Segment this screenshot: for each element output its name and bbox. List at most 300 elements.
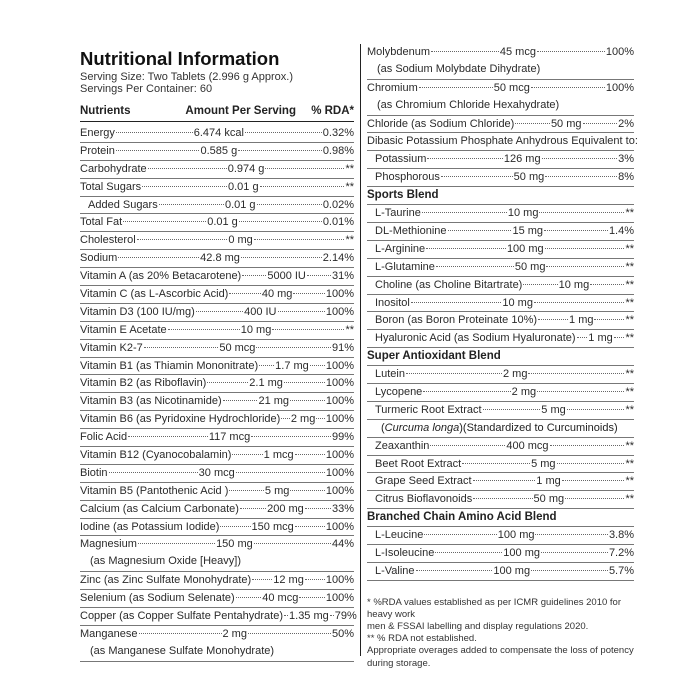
leader-dots (207, 382, 248, 383)
bcaa-heading: Branched Chain Amino Acid Blend (367, 509, 634, 527)
nutrient-name: Vitamin E Acetate (80, 323, 167, 336)
nutrient-source: (as Chromium Chloride Hexahydrate) (377, 98, 560, 111)
nutrient-amount: 40 mcg (262, 592, 299, 605)
nutrient-rda: ** (345, 180, 354, 193)
leader-dots (290, 400, 325, 401)
nutrient-amount: 5 mg (541, 403, 566, 416)
table-header (80, 101, 354, 122)
left-column (80, 44, 357, 662)
leader-dots (542, 158, 618, 159)
nutrient-rda: ** (625, 207, 634, 220)
table-row (80, 322, 354, 340)
antioxidant-list-a (367, 366, 634, 420)
nutrient-name: L-Isoleucine (375, 546, 435, 559)
nutrient-amount: 42.8 mg (200, 252, 240, 265)
leader-dots (196, 311, 243, 312)
leader-dots (116, 132, 193, 133)
nutrient-name: Phosphorous (375, 171, 440, 184)
nutrient-amount: 2.1 mg (249, 377, 283, 390)
nutrient-rda: ** (625, 314, 635, 327)
nutrient-rda: ** (625, 296, 634, 309)
nutrient-name: Vitamin C (as L-Ascorbic Acid) (80, 288, 229, 301)
nutrient-name: Chloride (as Sodium Chloride) (367, 117, 515, 130)
nutrient-amount: 1.7 mg (275, 359, 309, 372)
nutrient-amount: 150 mcg (251, 520, 294, 533)
nutrient-name: Biotin (80, 466, 108, 479)
nutrient-rda: ** (625, 493, 635, 506)
nutrient-rda: 100% (325, 395, 355, 408)
leader-dots (590, 284, 624, 285)
nutrient-amount: 5 mg (264, 484, 290, 497)
leader-dots (240, 508, 266, 509)
leader-dots (144, 347, 219, 348)
nutrient-name: L-Arginine (375, 242, 426, 255)
leader-dots (265, 168, 344, 169)
table-row (367, 80, 634, 116)
leader-dots (236, 472, 325, 473)
leader-dots (281, 418, 290, 419)
leader-dots (138, 543, 215, 544)
dibasic-heading: Dibasic Potassium Phosphate Anhydrous Equivalent to: (367, 133, 634, 151)
amount-header: Amount Per Serving (185, 105, 296, 117)
nutrient-amount: 100 mg (497, 529, 535, 542)
nutrient-rda: 0.98% (322, 144, 355, 157)
nutrient-amount: 5000 IU (267, 270, 306, 283)
nutrient-rda: 100% (325, 574, 354, 587)
table-row (80, 179, 354, 197)
nutrient-rda: ** (625, 368, 635, 381)
nutrient-name: Carbohydrate (80, 162, 147, 175)
nutrient-name: L-Taurine (375, 207, 421, 220)
footnote-line: ** % RDA not established. (367, 633, 477, 645)
nutrient-rda: 100% (325, 449, 355, 462)
leader-dots (139, 633, 222, 634)
nutrient-amount: 15 mg (512, 224, 544, 237)
leader-dots (272, 329, 344, 330)
nutrient-rda: 100% (605, 46, 635, 58)
leader-dots (232, 454, 262, 455)
nutrient-rda: 50% (331, 627, 354, 640)
table-row (80, 590, 354, 608)
leader-dots (473, 498, 532, 499)
leader-dots (416, 570, 493, 571)
leader-dots (545, 248, 625, 249)
leader-dots (462, 463, 530, 464)
nutrient-name: Total Sugars (80, 180, 142, 193)
nutrient-amount: 10 mg (502, 296, 533, 309)
leader-dots (538, 319, 568, 320)
table-row (367, 44, 634, 80)
nutrient-amount: 0 mg (228, 234, 253, 247)
nutrient-rda: 8% (618, 171, 634, 184)
leader-dots (546, 266, 624, 267)
leader-dots (614, 337, 625, 338)
nutrient-rda: 5.7% (608, 564, 635, 577)
column-divider (360, 44, 361, 656)
nutrient-name: L-Valine (375, 564, 415, 577)
table-row (367, 312, 634, 330)
leader-dots (116, 150, 200, 151)
nutrient-rda: 100% (325, 466, 354, 479)
nutrient-amount: 50 mcg (219, 341, 256, 354)
leader-dots (254, 239, 345, 240)
nutrient-rda: 100% (325, 305, 355, 318)
leader-dots (305, 508, 331, 509)
leader-dots (256, 347, 331, 348)
nutrient-name: Sodium (80, 252, 118, 265)
nutrient-rda: ** (625, 242, 634, 255)
nutrient-rda: 79% (334, 610, 357, 623)
leader-dots (523, 284, 557, 285)
left-nutrient-list (80, 125, 357, 662)
table-row (80, 286, 354, 304)
table-row (367, 169, 634, 187)
footnotes (367, 597, 634, 670)
nutrient-name: DL-Methionine (375, 224, 447, 237)
nutrient-amount: 2 mg (502, 368, 528, 381)
leader-dots (541, 552, 608, 553)
leader-dots (539, 212, 624, 213)
leader-dots (427, 158, 503, 159)
nutrient-name: Inositol (375, 296, 410, 309)
leader-dots (419, 87, 493, 88)
nutrient-name: Calcium (as Calcium Carbonate) (80, 502, 239, 515)
nutrient-name: Citrus Bioflavonoids (375, 493, 473, 506)
leader-dots (545, 176, 617, 177)
dibasic-list (367, 151, 634, 187)
nutrient-name: Folic Acid (80, 431, 128, 444)
nutrient-rda: ** (625, 475, 635, 488)
table-row (80, 125, 354, 143)
nutrient-amount: 2 mg (222, 627, 247, 640)
table-row (367, 473, 634, 491)
table-row (80, 358, 354, 376)
leader-dots (435, 552, 502, 553)
table-row (367, 223, 634, 241)
nutrient-name: Vitamin B2 (as Riboflavin) (80, 377, 207, 390)
leader-dots (257, 204, 322, 205)
leader-dots (137, 239, 228, 240)
nutrient-amount: 2 mg (511, 385, 537, 398)
leader-dots (430, 445, 505, 446)
nutrient-rda: 100% (325, 377, 355, 390)
nutrient-rda: ** (625, 260, 634, 273)
leader-dots (534, 302, 625, 303)
nutrient-amount: 2 mg (290, 413, 316, 426)
nutrient-amount: 100 mg (493, 564, 531, 577)
footnote-line: Appropriate overages added to compensate the loss of potency (367, 645, 634, 657)
table-row (80, 572, 354, 590)
nutrient-amount: 1.35 mg (289, 610, 329, 623)
nutrient-name: Vitamin B5 (Pantothenic Acid ) (80, 484, 229, 497)
footnote-line: during storage. (367, 657, 431, 669)
nutrient-amount: 0.974 g (227, 162, 265, 175)
nutrient-rda: 100% (325, 592, 355, 605)
nutrient-name: Added Sugars (88, 198, 158, 211)
leader-dots (290, 490, 325, 491)
nutrient-amount: 100 mg (506, 242, 544, 255)
table-row (80, 411, 354, 429)
nutrient-name: Protein (80, 144, 115, 157)
table-row (80, 250, 354, 268)
leader-dots (299, 597, 325, 598)
nutrient-name: Manganese (80, 627, 138, 640)
nutrient-name: Zeaxanthin (375, 439, 430, 452)
leader-dots (594, 319, 624, 320)
nutrient-amount: 12 mg (273, 574, 304, 587)
nutrient-name: Iodine (as Potassium Iodide) (80, 520, 220, 533)
nutrient-name: Copper (as Copper Sulfate Pentahydrate) (80, 610, 284, 623)
leader-dots (577, 337, 588, 338)
table-row (80, 340, 354, 358)
nutrient-amount: 400 mcg (506, 439, 549, 452)
nutrient-rda: 33% (331, 502, 354, 515)
table-row (80, 626, 354, 662)
leader-dots (254, 543, 331, 544)
nutrient-rda: 100% (325, 484, 354, 497)
nutrient-amount: 0.01 g (228, 180, 259, 193)
table-row (80, 197, 354, 215)
leader-dots (567, 409, 625, 410)
table-row (80, 214, 354, 232)
nutrient-rda: 3% (618, 153, 634, 166)
nutrient-rda: ** (625, 385, 634, 398)
nutrient-amount: 30 mcg (198, 466, 235, 479)
nutrient-amount: 126 mg (503, 153, 541, 166)
nutrient-rda: 100% (325, 413, 354, 426)
nutrient-rda: ** (625, 457, 634, 470)
nutrient-amount: 150 mg (216, 538, 253, 551)
table-row (367, 295, 634, 313)
nutrient-name: Magnesium (80, 538, 137, 551)
leader-dots (316, 418, 325, 419)
nutrient-amount: 1 mg (569, 314, 594, 327)
nutrient-name: L-Glutamine (375, 260, 435, 273)
nutrient-amount: 40 mg (261, 288, 293, 301)
leader-dots (251, 436, 331, 437)
nutrient-amount: 0.01 g (207, 216, 238, 229)
leader-dots (422, 212, 507, 213)
leader-dots (535, 534, 607, 535)
nutrient-rda: ** (625, 439, 635, 452)
nutrient-amount: 50 mg (533, 493, 565, 506)
table-row (367, 366, 634, 384)
nutrient-name: Vitamin B12 (Cyanocobalamin) (80, 449, 232, 462)
nutrient-amount: 50 mg (513, 171, 545, 184)
nutrient-amount: 1 mg (588, 332, 613, 345)
leader-dots (431, 51, 499, 52)
nutrients-header: Nutrients (80, 105, 131, 117)
nutrient-rda: 100% (605, 81, 635, 94)
table-row (80, 161, 354, 179)
leader-dots (436, 266, 514, 267)
leader-dots (284, 382, 325, 383)
nutrient-amount: 117 mcg (208, 431, 251, 444)
leader-dots (295, 526, 325, 527)
nutrient-amount: 10 mg (240, 323, 272, 336)
leader-dots (278, 311, 325, 312)
table-row (80, 483, 354, 501)
nutrient-amount: 50 mcg (493, 81, 530, 94)
leader-dots (259, 365, 274, 366)
nutrient-name: Boron (as Boron Proteinate 10%) (375, 314, 538, 327)
leader-dots (238, 150, 322, 151)
leader-dots (426, 248, 506, 249)
leader-dots (223, 400, 258, 401)
table-row (367, 384, 634, 402)
nutrient-source: (as Manganese Sulfate Monohydrate) (90, 644, 275, 657)
nutrient-rda: ** (625, 332, 635, 345)
nutrient-name: Cholesterol (80, 234, 136, 247)
leader-dots (330, 615, 334, 616)
table-row (80, 304, 354, 322)
nutrient-name: Vitamin K2-7 (80, 341, 143, 354)
leader-dots (537, 391, 624, 392)
table-row (367, 116, 634, 134)
nutrient-amount: 0.01 g (224, 198, 256, 211)
nutrient-name: Selenium (as Sodium Selenate) (80, 592, 235, 605)
nutrient-name: Vitamin B3 (as Nicotinamide) (80, 395, 222, 408)
leader-dots (406, 373, 502, 374)
leader-dots (583, 123, 618, 124)
nutrient-amount: 21 mg (258, 395, 290, 408)
leader-dots (248, 633, 331, 634)
leader-dots (537, 51, 605, 52)
nutrient-rda: ** (345, 323, 355, 336)
table-row (367, 205, 634, 223)
leader-dots (305, 579, 325, 580)
leader-dots (550, 445, 625, 446)
leader-dots (483, 409, 541, 410)
nutrient-name: Potassium (375, 153, 427, 166)
nutrient-rda: 31% (331, 270, 355, 283)
leader-dots (142, 186, 227, 187)
nutrient-rda: ** (345, 234, 355, 247)
table-row (80, 608, 357, 626)
leader-dots (118, 257, 199, 258)
table-row (80, 465, 354, 483)
nutrient-rda: ** (625, 403, 634, 416)
nutrient-name: Turmeric Root Extract (375, 403, 482, 416)
table-row (80, 375, 354, 393)
rda-header: % RDA* (311, 105, 354, 117)
leader-dots (148, 168, 227, 169)
leader-dots (423, 391, 510, 392)
nutrient-name: Molybdenum (367, 46, 430, 58)
leader-dots (544, 230, 608, 231)
nutrient-rda: 44% (331, 538, 354, 551)
nutrient-rda: 0.01% (322, 216, 355, 229)
servings-per-container: Servings Per Container: 60 (80, 82, 213, 95)
nutrient-rda: ** (625, 278, 634, 291)
nutrient-name: Choline (as Choline Bitartrate) (375, 278, 523, 291)
leader-dots (562, 480, 625, 481)
nutrient-name: Lycopene (375, 385, 423, 398)
nutrient-amount: 100 mg (503, 546, 540, 559)
leader-dots (310, 365, 325, 366)
table-row (80, 268, 354, 286)
table-row (367, 277, 634, 295)
nutrient-name: Hyaluronic Acid (as Sodium Hyaluronate) (375, 332, 576, 345)
right-top-list (367, 44, 634, 133)
nutrient-name: Energy (80, 127, 115, 139)
nutrient-name: Vitamin A (as 20% Betacarotene) (80, 270, 242, 283)
leader-dots (168, 329, 240, 330)
sports-blend-heading: Sports Blend (367, 187, 634, 205)
table-row (367, 491, 634, 509)
table-row (367, 563, 634, 581)
leader-dots (241, 257, 322, 258)
nutrient-amount: 1 mcg (263, 449, 294, 462)
table-row (367, 545, 634, 563)
table-row (80, 393, 354, 411)
footnote-line: * %RDA values established as per ICMR guidelines 2010 for heavy work (367, 596, 621, 620)
antioxidant-heading: Super Antioxidant Blend (367, 348, 634, 366)
leader-dots (424, 534, 496, 535)
nutrient-amount: 200 mg (267, 502, 304, 515)
nutrient-name: Chromium (367, 81, 418, 94)
nutrient-amount: 10 mg (558, 278, 590, 291)
nutrient-amount: 1 mg (536, 475, 561, 488)
table-row (367, 330, 634, 348)
table-row (367, 151, 634, 169)
leader-dots (236, 597, 262, 598)
nutrient-rda: 2% (618, 117, 635, 130)
nutrient-name: Beet Root Extract (375, 457, 462, 470)
leader-dots (531, 570, 608, 571)
nutrient-rda: ** (345, 162, 355, 175)
table-row (80, 429, 354, 447)
nutrient-rda: 100% (325, 520, 355, 533)
leader-dots (473, 480, 536, 481)
leader-dots (159, 204, 224, 205)
nutrient-name: Vitamin B1 (as Thiamin Mononitrate) (80, 359, 259, 372)
leader-dots (293, 293, 324, 294)
table-row (367, 241, 634, 259)
curcuma-note: (Curcuma longa)(Standardized to Curcuminoids) (367, 420, 634, 438)
nutrient-amount: 400 IU (244, 305, 277, 318)
nutrient-amount: 45 mcg (499, 46, 536, 58)
nutrient-name: Vitamin B6 (as Pyridoxine Hydrochloride) (80, 413, 281, 426)
nutrient-name: L-Leucine (375, 529, 424, 542)
nutrient-rda: 0.02% (322, 198, 355, 211)
serving-size: Serving Size: Two Tablets (2.996 g Approx.) (80, 71, 293, 83)
nutrient-rda: 1.4% (608, 224, 635, 237)
leader-dots (123, 221, 206, 222)
antioxidant-list-b (367, 438, 634, 510)
table-row (80, 536, 354, 572)
leader-dots (252, 579, 272, 580)
nutrient-rda: 7.2% (608, 546, 635, 559)
nutrient-name: Vitamin D3 (100 IU/mg) (80, 305, 195, 318)
bcaa-list (367, 527, 634, 581)
nutrient-name: Zinc (as Zinc Sulfate Monohydrate) (80, 574, 252, 587)
nutrient-rda: 0.32% (322, 127, 354, 139)
table-row (367, 456, 634, 474)
nutrient-amount: 6.474 kcal (193, 127, 244, 139)
nutrient-name: Total Fat (80, 216, 123, 229)
nutrient-rda: 3.8% (608, 529, 635, 542)
nutrient-name: Lutein (375, 368, 405, 381)
nutrient-amount: 50 mg (550, 117, 582, 130)
nutrient-rda: 2.14% (322, 252, 354, 265)
sports-blend-list (367, 205, 634, 348)
leader-dots (229, 293, 260, 294)
table-row (80, 232, 354, 250)
table-row (80, 143, 354, 161)
table-row (367, 259, 634, 277)
leader-dots (245, 132, 322, 133)
